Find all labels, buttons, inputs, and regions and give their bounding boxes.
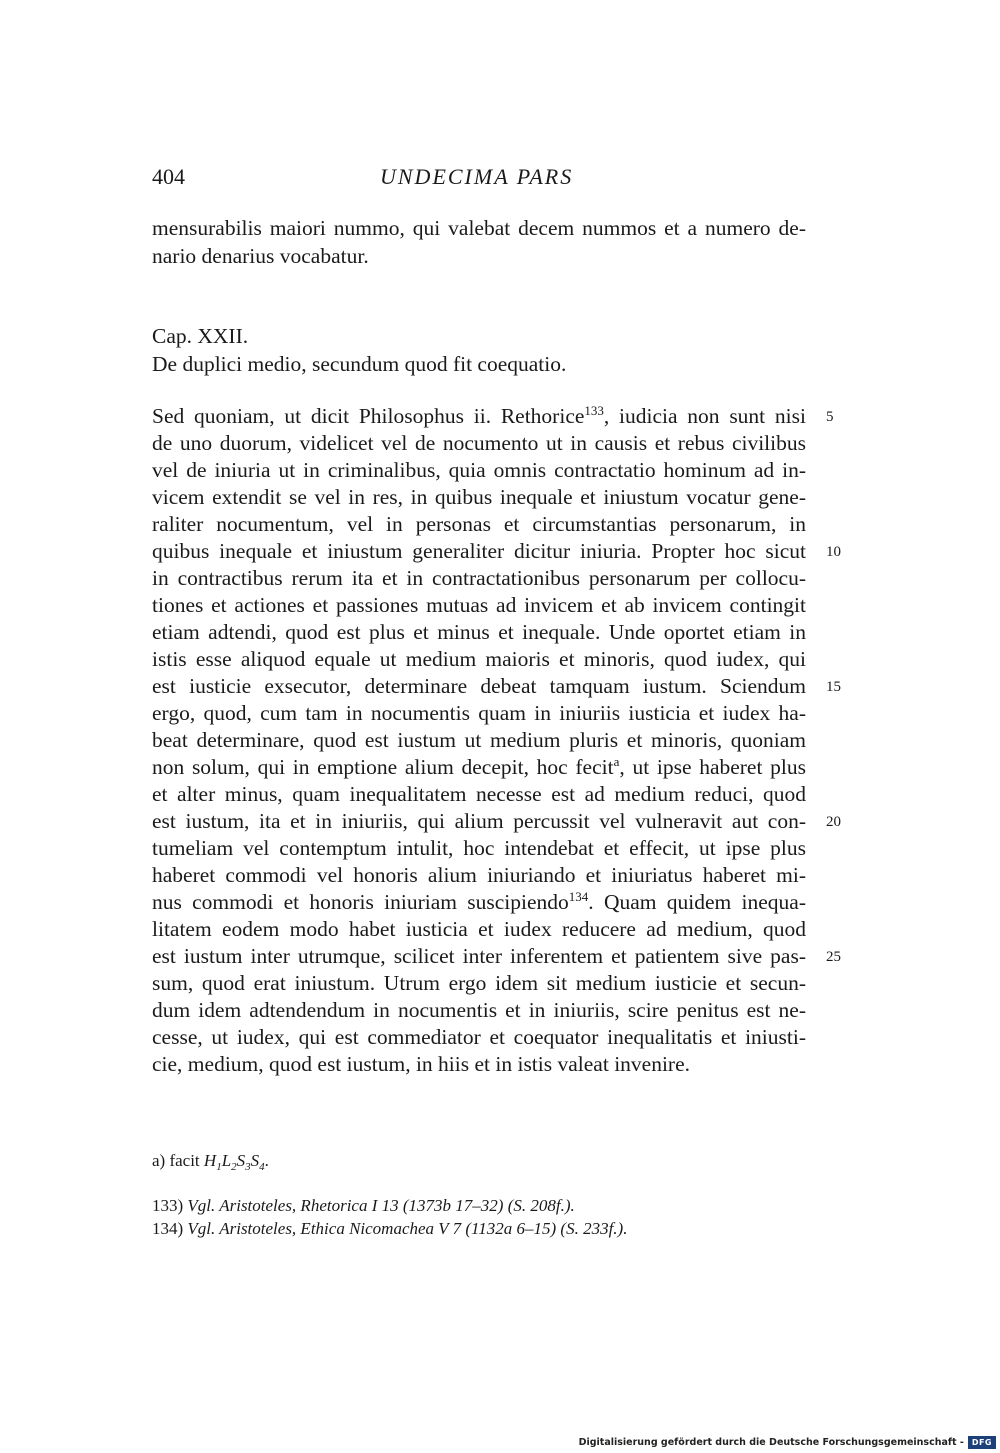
body-line-text: . Quam quidem inequa-: [588, 890, 806, 914]
line-number: 10: [826, 544, 841, 560]
body-line: beat determinare, quod est iustum ut medium pluris et minoris, quoniam: [152, 728, 806, 752]
body-line: tiones et actiones et passiones mutuas ad invicem et ab invicem contingit: [152, 593, 806, 617]
apparatus-suffix: .: [264, 1151, 269, 1170]
body-line: est iustum, ita et in iniuriis, qui alium percussit vel vulneravit aut con-: [152, 809, 806, 833]
apparatus-prefix: a) facit: [152, 1151, 200, 1170]
apparatus-ref: a: [613, 754, 620, 769]
body-line-text: , iudicia non sunt nisi: [603, 404, 806, 428]
footnote-text: Vgl. Aristoteles, Rhetorica I 13 (1373b 17–32) (S. 208f.).: [187, 1196, 575, 1215]
body-line: ergo, quod, cum tam in nocumentis quam in iniuriis iusticia et iudex ha-: [152, 701, 806, 725]
body-line: haberet commodi vel honoris alium iniuriando et iniuriatus haberet mi-: [152, 863, 806, 887]
line-number: 25: [826, 949, 841, 965]
body-line: vel de iniuria ut in criminalibus, quia omnis contractatio hominum ad in-: [152, 458, 806, 482]
footnote-number: 134): [152, 1219, 184, 1238]
body-line: etiam adtendi, quod est plus et minus et inequale. Unde oportet etiam in: [152, 620, 806, 644]
line-number: 5: [826, 409, 834, 425]
footnote: [152, 1218, 627, 1240]
body-line: de uno duorum, videlicet vel de nocumento ut in causis et rebus civilibus: [152, 431, 806, 455]
siglum-index: 2: [231, 1161, 237, 1173]
body-line: est iustum inter utrumque, scilicet inter inferentem et patientem sive pas-: [152, 944, 806, 968]
page-number: 404: [152, 164, 185, 189]
body-line: sum, quod erat iniustum. Utrum ergo idem sit medium iusticie et secun-: [152, 971, 806, 995]
footnote-ref: 133: [584, 403, 604, 418]
body-line: raliter nocumentum, vel in personas et circumstantias personarum, in: [152, 512, 806, 536]
body-line: [152, 402, 806, 430]
line-number: 20: [826, 814, 841, 830]
chapter-title: De duplici medio, secundum quod fit coequatio.: [152, 352, 567, 376]
body-line: tumeliam vel contemptum intulit, hoc intendebat et effecit, ut ipse plus: [152, 836, 806, 860]
footnote: [152, 1195, 575, 1217]
body-line-text: non solum, qui in emptione alium decepit, hoc fecit: [152, 755, 614, 779]
footnote-text: Vgl. Aristoteles, Ethica Nicomachea V 7 (1132a 6–15) (S. 233f.).: [187, 1219, 628, 1238]
siglum-index: 1: [216, 1161, 222, 1173]
siglum: S: [236, 1151, 246, 1170]
dfg-logo: DFG: [968, 1436, 996, 1449]
siglum: S: [250, 1151, 260, 1170]
body-line: [152, 753, 806, 781]
body-line: istis esse aliquod equale ut medium maioris et minoris, quod iudex, qui: [152, 647, 806, 671]
footnote-number: 133): [152, 1196, 184, 1215]
body-line-text: nus commodi et honoris iniuriam suscipiendo: [152, 890, 569, 914]
siglum-index: 4: [259, 1161, 265, 1173]
body-line-text: Sed quoniam, ut dicit Philosophus ii. Rethorice: [152, 404, 585, 428]
body-line: litatem eodem modo habet iusticia et iudex reducere ad medium, quod: [152, 917, 806, 941]
running-title: UNDECIMA PARS: [380, 164, 574, 189]
footnote-ref: 134: [568, 889, 589, 904]
body-line-text: , ut ipse haberet plus: [619, 755, 806, 779]
digitization-notice: Digitalisierung gefördert durch die Deutsche Forschungsgemeinschaft -: [578, 1436, 964, 1448]
body-line: in contractibus rerum ita et in contractationibus personarum per collocu-: [152, 566, 806, 590]
siglum: L: [221, 1151, 232, 1170]
digitization-credit: [579, 1435, 996, 1449]
intro-line: mensurabilis maiori nummo, qui valebat decem nummos et a numero de-: [152, 216, 806, 240]
body-line: et alter minus, quam inequalitatem necesse est ad medium reduci, quod: [152, 782, 806, 806]
siglum: H: [203, 1151, 217, 1170]
body-line: est iusticie exsecutor, determinare debeat tamquam iustum. Sciendum: [152, 674, 806, 698]
chapter-label: Cap. XXII.: [152, 324, 249, 348]
body-line: [152, 888, 806, 916]
line-number: 15: [826, 679, 841, 695]
body-line: dum idem adtendendum in nocumentis et in iniuriis, scire penitus est ne-: [152, 998, 806, 1022]
body-line: cie, medium, quod est iustum, in hiis et in istis valeat invenire.: [152, 1052, 691, 1076]
intro-line: nario denarius vocabatur.: [152, 244, 369, 268]
siglum-index: 3: [245, 1161, 251, 1173]
apparatus-note: [152, 1150, 269, 1178]
body-line: vicem extendit se vel in res, in quibus inequale et iniustum vocatur gene-: [152, 485, 806, 509]
body-line: cesse, ut iudex, qui est commediator et coequator inequalitatis et iniusti-: [152, 1025, 806, 1049]
body-line: quibus inequale et iniustum generaliter dicitur iniuria. Propter hoc sicut: [152, 539, 806, 563]
